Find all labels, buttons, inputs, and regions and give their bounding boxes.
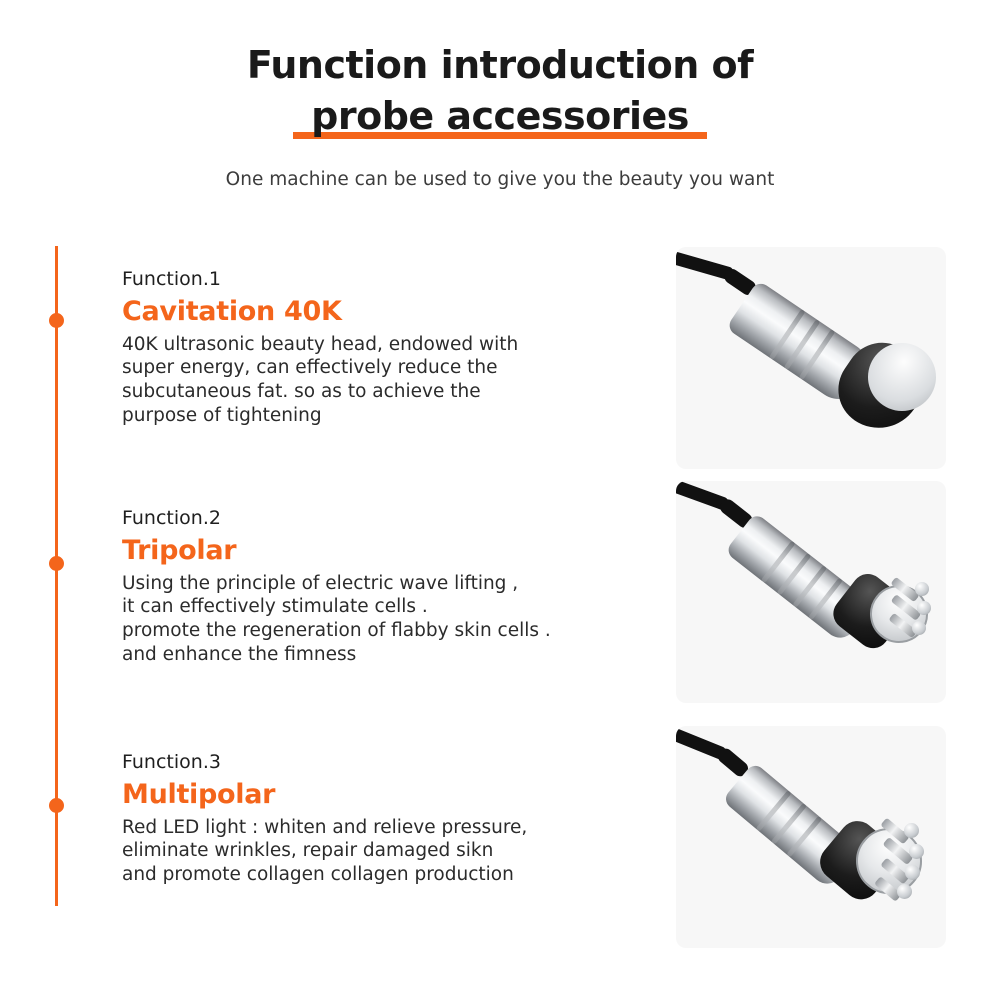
page-title-line1: Function introduction of [246,43,754,87]
function-1-desc-line-2: super energy, can effectively reduce the [122,357,498,379]
function-1-label: Function.1 [122,267,221,290]
product-image-card-3 [676,726,946,948]
function-3-desc-line-3: and promote collagen collagen production [122,863,514,885]
page-subtitle: One machine can be used to give you the beauty you want [225,168,775,190]
function-block-3 [122,751,667,887]
function-2-desc-line-1: Using the principle of electric wave lifting , [122,572,519,594]
function-2-description [122,572,667,667]
page-header [0,0,1000,190]
function-3-desc-line-1: Red LED light : whiten and relieve pressure, [122,816,528,838]
function-3-title: Multipolar [122,778,276,810]
function-1-desc-line-1: 40K ultrasonic beauty head, endowed with [122,333,519,355]
function-block-2 [122,507,667,667]
electrode-pin-cap-2 [909,844,924,859]
function-1-title: Cavitation 40K [122,295,342,327]
timeline-dot-2 [49,556,64,571]
electrode-pin-cap-3 [912,621,926,635]
function-1-desc-line-3: subcutaneous fat. so as to achieve the [122,380,481,402]
page-title-line2-container [0,91,1000,142]
timeline-dot-1 [49,313,64,328]
function-2-desc-line-2: it can effectively stimulate cells . [122,596,428,618]
function-3-desc-line-2: eliminate wrinkles, repair damaged sikn [122,840,494,862]
functions-section [0,236,1000,956]
product-image-card-2 [676,481,946,703]
function-block-1 [122,268,667,428]
product-image-card-1 [676,247,946,469]
function-2-desc-line-4: and enhance the fimness [122,643,357,665]
function-2-desc-line-3: promote the regeneration of flabby skin cells . [122,619,551,641]
function-2-label: Function.2 [122,506,221,529]
function-2-title: Tripolar [122,534,237,566]
electrode-pin-cap-2 [917,601,931,615]
timeline-dot-3 [49,798,64,813]
electrode-pin-cap-3 [905,865,920,880]
page-title-line2: probe accessories [311,94,689,139]
function-3-label: Function.3 [122,750,221,773]
electrode-pin-cap-1 [904,823,919,838]
function-1-description [122,333,667,428]
function-1-desc-line-4: purpose of tightening [122,404,322,426]
electrode-pin-cap-1 [915,582,929,596]
electrode-pin-cap-4 [897,884,912,899]
function-3-description [122,816,667,887]
